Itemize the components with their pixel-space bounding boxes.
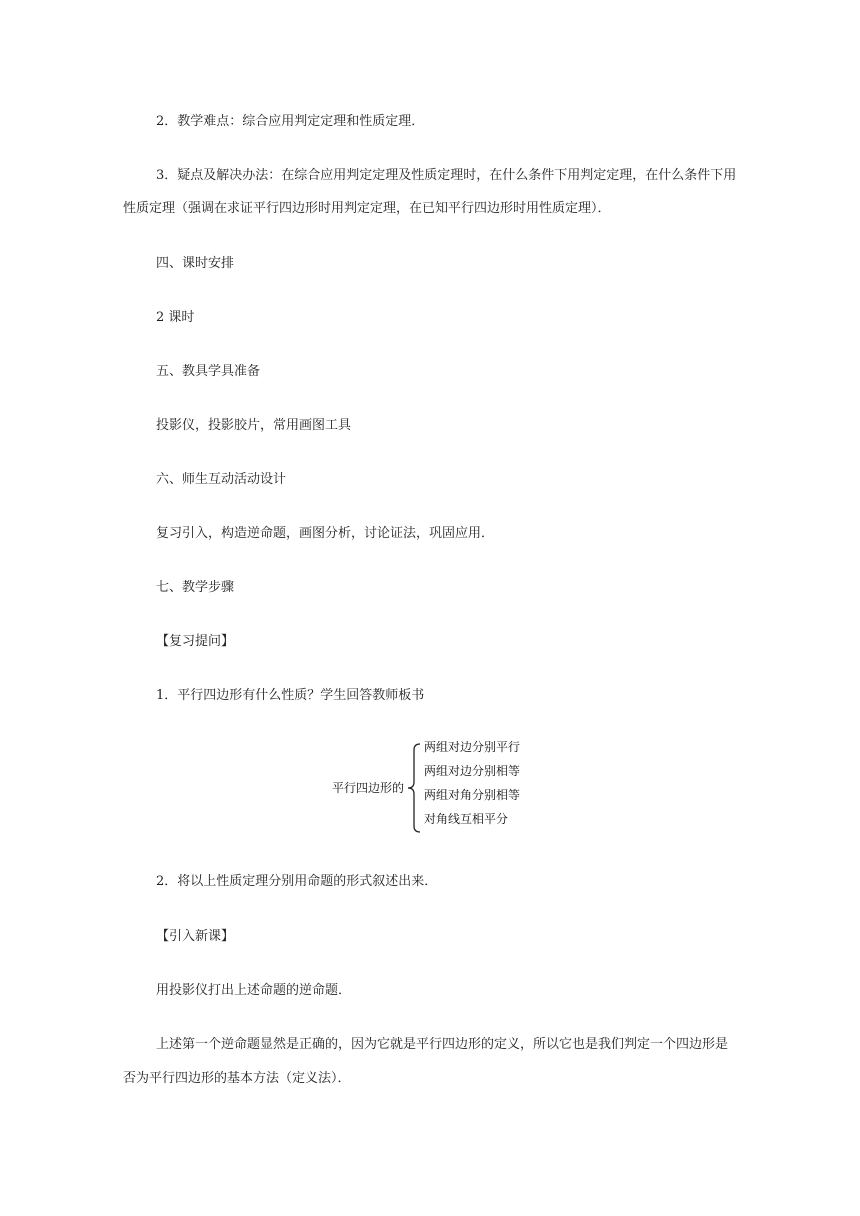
- interaction-paragraph: 复习引入，构造逆命题，画图分析，讨论证法，巩固应用．: [156, 526, 495, 541]
- review-question-2: 2．将以上性质定理分别用命题的形式叙述出来．: [156, 874, 438, 889]
- diagram-property-3: 两组对角分别相等: [424, 788, 521, 802]
- diagram-subject: 平行四边形的: [332, 781, 405, 795]
- intro-heading: 【引入新课】: [156, 929, 235, 944]
- diagram-property-1: 两组对边分别平行: [424, 740, 521, 754]
- section-heading-steps: 七、教学步骤: [156, 580, 235, 595]
- tools-paragraph: 投影仪，投影胶片，常用画图工具: [156, 418, 352, 433]
- doubt-paragraph-line-2: 性质定理（强调在求证平行四边形时用判定定理，在已知平行四边形时用性质定理）．: [123, 201, 611, 216]
- intro-paragraph-2-line-2: 否为平行四边形的基本方法（定义法）．: [123, 1071, 351, 1086]
- diagram-property-2: 两组对边分别相等: [424, 764, 521, 778]
- schedule-paragraph: 2 课时: [156, 310, 195, 325]
- review-question-1: 1．平行四边形有什么性质？学生回答教师板书: [156, 688, 425, 703]
- review-heading: 【复习提问】: [156, 634, 235, 649]
- section-heading-schedule: 四、课时安排: [156, 256, 235, 271]
- difficulty-paragraph: 2．教学难点：综合应用判定定理和性质定理．: [156, 114, 425, 129]
- intro-paragraph-1: 用投影仪打出上述命题的逆命题．: [156, 983, 352, 998]
- parallelogram-properties-diagram: [330, 738, 540, 838]
- diagram-property-4: 对角线互相平分: [424, 812, 509, 826]
- doubt-paragraph-line-1: 3．疑点及解决办法：在综合应用判定定理及性质定理时，在什么条件下用判定定理，在什么条件下用: [156, 168, 737, 183]
- intro-paragraph-2-line-1: 上述第一个逆命题显然是正确的，因为它就是平行四边形的定义，所以它也是我们判定一个四边形是: [156, 1037, 729, 1052]
- section-heading-interaction: 六、师生互动活动设计: [156, 472, 287, 487]
- section-heading-tools: 五、教具学具准备: [156, 364, 261, 379]
